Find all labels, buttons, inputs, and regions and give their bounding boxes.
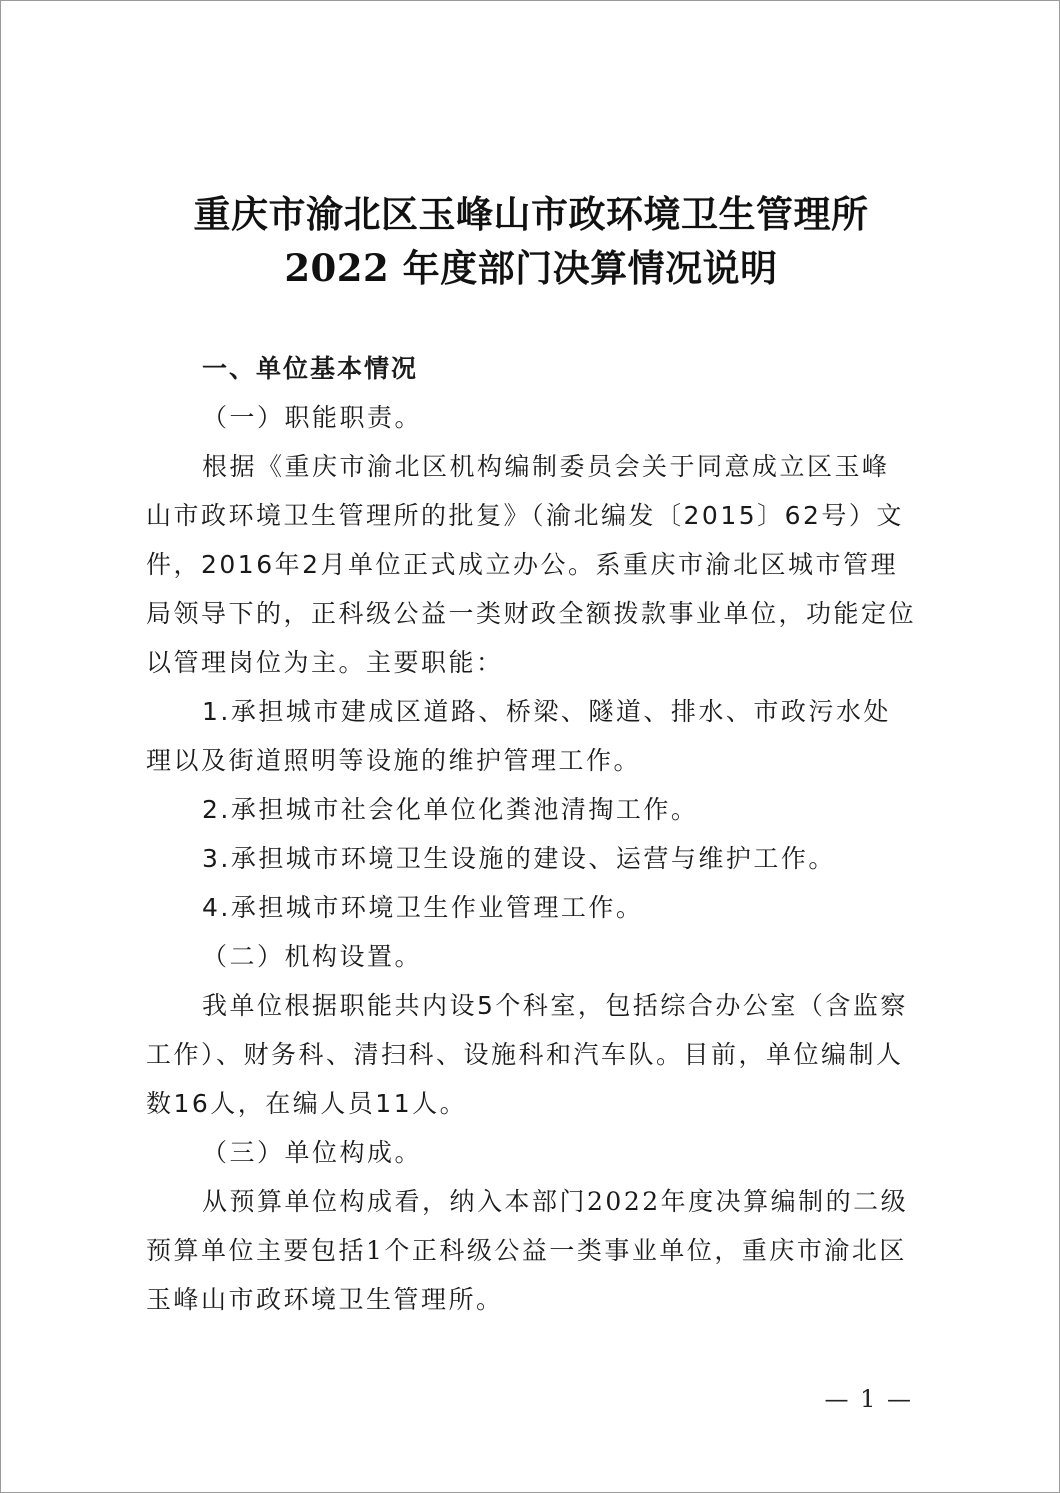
paragraph-organization: 我单位根据职能共内设5个科室，包括综合办公室（含监察工作）、财务科、清扫科、设施科和汽车队。目前，单位编制人数16人，在编人员11人。 bbox=[146, 991, 908, 1118]
subsection-heading-duties: （一）职能职责。 bbox=[202, 403, 423, 432]
document-title bbox=[1, 187, 1060, 295]
paragraph-composition: 从预算单位构成看，纳入本部门2022年度决算编制的二级预算单位主要包括1个正科级公益一类事业单位，重庆市渝北区玉峰山市政环境卫生管理所。 bbox=[146, 1187, 909, 1314]
paragraph-duties-intro: 根据《重庆市渝北区机构编制委员会关于同意成立区玉峰山市政环境卫生管理所的批复》（渝北编发〔2015〕62号）文件，2016年2月单位正式成立办公。系重庆市渝北区城市管理局领导下的，正科级公益一类财政全额拨款事业单位，功能定位以管理岗位为主。主要职能： bbox=[146, 452, 917, 677]
document-body bbox=[146, 344, 916, 1324]
duty-item-1: 1.承担城市建成区道路、桥梁、隧道、排水、市政污水处理以及街道照明等设施的维护管理工作。 bbox=[146, 697, 891, 775]
duty-item-2: 2.承担城市社会化单位化粪池清掏工作。 bbox=[202, 795, 699, 824]
page-number: — 1 — bbox=[824, 1385, 913, 1413]
subsection-heading-organization: （二）机构设置。 bbox=[202, 942, 423, 971]
subsection-heading-composition: （三）单位构成。 bbox=[202, 1138, 423, 1167]
duty-item-4: 4.承担城市环境卫生作业管理工作。 bbox=[202, 893, 644, 922]
title-line-2: 2022 年度部门决算情况说明 bbox=[284, 246, 778, 290]
section-heading-basic-info: 一、单位基本情况 bbox=[202, 354, 419, 383]
duty-item-3: 3.承担城市环境卫生设施的建设、运营与维护工作。 bbox=[202, 844, 836, 873]
title-line-1: 重庆市渝北区玉峰山市政环境卫生管理所 bbox=[193, 192, 869, 236]
